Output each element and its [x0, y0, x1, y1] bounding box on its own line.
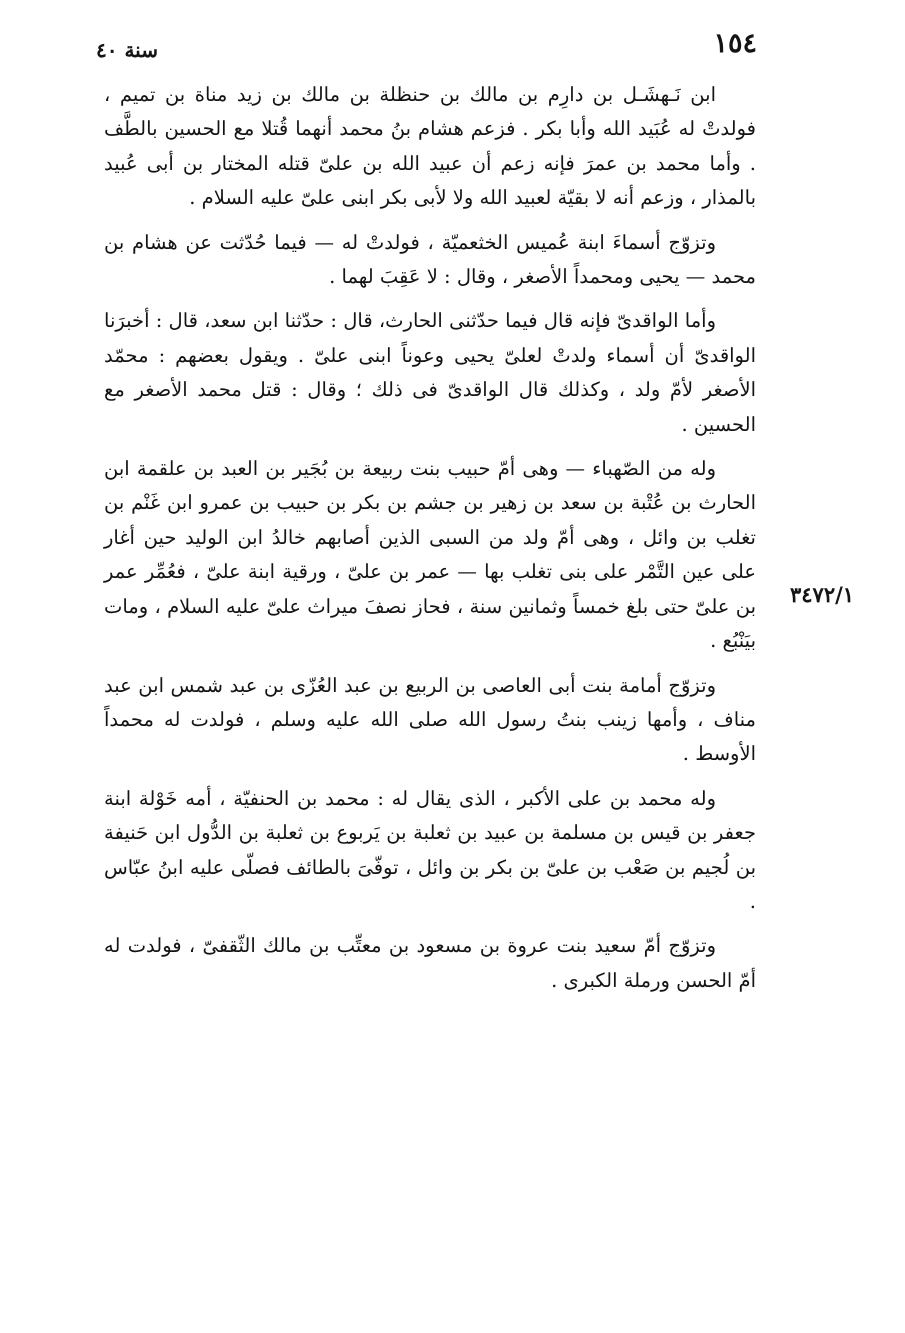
margin-reference: ٣٤٧٢/١ [790, 582, 855, 607]
paragraph-7: وتزوّج أمّ سعيد بنت عروة بن مسعود بن معتِّب بن مالك الثّقفىّ ، فولدت له أمّ الحسن ورملة الكبرى . [104, 934, 756, 992]
paragraph-6: وله محمد بن على الأكبر ، الذى يقال له : محمد بن الحنفيّة ، أمه خَوْلة ابنة جعفر بن قيس بن مسلمة بن عبيد بن ثعلبة بن يَربوع بن ثعلبة بن الدُّول ابن حَنيفة بن لُجيم بن صَعْب بن علىّ بن بكر بن وائل ، توفّىَ بالطائف فصلّى عليه ابنُ عبّاس . [104, 786, 756, 913]
paragraph-4: وله من الصّهباء — وهى أمّ حبيب بنت ربيعة بن بُجَير بن العبد بن علقمة ابن الحارث بن عُتْبة بن سعد بن زهير بن جشم بن بكر بن حبيب بن عمرو ابن غَنْم بن تغلب بن وائل ، وهى أمّ ولد من السبى الذين أصابهم خالدُ ابن الوليد حين أغار على عين التَّمْر على بنى تغلب بها — عمر بن علىّ ، ورقية ابنة علىّ ، فعُمِّر عمر بن علىّ حتى بلغ خمساً وثمانين سنة ، فحاز نصفَ ميراث علىّ عليه السلام ، ومات بيَنْبُع . [104, 457, 756, 653]
running-header-year: سنة ٤٠ [96, 38, 158, 62]
paragraph-3: وأما الواقدىّ فإنه قال فيما حدّثنى الحارث، قال : حدّثنا ابن سعد، قال : أخبرَنا الواقدىّ أن أسماء ولدتْ لعلىّ يحيى وعوناً ابنى علىّ . ويقول بعضهم : محمّد الأصغر لأمّ ولد ، وكذلك قال الواقدىّ فى ذلك ؛ وقال : قتل محمد الأصغر مع الحسين . [104, 309, 756, 436]
page-number: ١٥٤ [713, 28, 757, 59]
paragraph-5: وتزوّج أمامة بنت أبى العاصى بن الربيع بن عبد العُزّى بن عبد شمس ابن عبد مناف ، وأمها زينب بنتُ رسول الله صلى الله عليه وسلم ، فولدت له محمداً الأوسط . [104, 673, 756, 766]
paragraph-1: ابن نَـهشَـل بن دارِم بن مالك بن حنظلة بن مالك بن زيد مناة بن تميم ، فولدتْ له عُبَيد الله وأبا بكر . فزعم هشام بنُ محمد أنهما قُتلا مع الحسين بالطَّف . وأما محمد بن عمرَ فإنه زعم أن عبيد الله بن علىّ قتله المختار بن أبى عُبيد بالمذار ، وزعم أنه لا بقيّة لعبيد الله ولا لأبى بكر ابنى علىّ عليه السلام . [104, 83, 756, 210]
paragraph-2: وتزوّج أسماءَ ابنة عُميس الخثعميّة ، فولدتْ له — فيما حُدّثت عن هشام بن محمد — يحيى ومحمداً الأصغر ، وقال : لا عَقِبَ لهما . [104, 230, 756, 289]
body-text [104, 78, 756, 1008]
